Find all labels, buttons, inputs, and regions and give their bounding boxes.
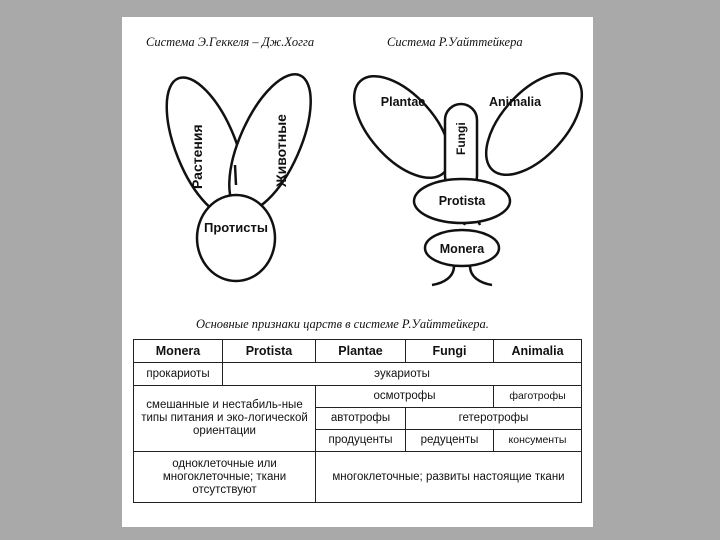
protists-circle — [197, 195, 275, 281]
whittaker-title: Система Р.Уайттейкера — [387, 35, 523, 49]
cell-osmotrophs: осмотрофы — [316, 386, 494, 408]
header-animalia: Animalia — [494, 340, 582, 363]
cell-prokaryotes: прокариоты — [134, 363, 223, 386]
cell-mixed-nutrition: смешанные и нестабиль-ные типы питания и эко-логической ориентации — [134, 386, 316, 452]
animalia-label: Animalia — [488, 95, 542, 109]
table-row — [134, 452, 582, 503]
haeckel-title: Система Э.Геккеля – Дж.Хогга — [146, 35, 315, 49]
header-monera: Monera — [134, 340, 223, 363]
table-header-row — [134, 340, 582, 363]
cell-autotrophs: автотрофы — [316, 408, 406, 430]
kingdoms-table — [133, 339, 582, 503]
header-plantae: Plantae — [316, 340, 406, 363]
plants-label: Растения — [189, 124, 205, 189]
cell-heterotrophs: гетеротрофы — [406, 408, 582, 430]
cell-consumers: консументы — [494, 430, 582, 452]
table-title: Основные признаки царств в системе Р.Уайттейкера. — [196, 317, 489, 331]
cell-phagotrophs: фаготрофы — [494, 386, 582, 408]
header-protista: Protista — [223, 340, 316, 363]
animalia-lobe — [469, 57, 593, 192]
cell-producers: продуценты — [316, 430, 406, 452]
table-row — [134, 386, 582, 408]
fungi-label: Fungi — [454, 122, 468, 155]
plantae-label: Plantae — [380, 95, 426, 109]
cell-multicellular: многоклеточные; развиты настоящие ткани — [316, 452, 582, 503]
cell-eukaryotes: эукариоты — [223, 363, 582, 386]
protista-label: Protista — [438, 194, 486, 208]
monera-label: Monera — [439, 242, 485, 256]
cell-unicellular: одноклеточные или многоклеточные; ткани отсутствуют — [134, 452, 316, 503]
table-row — [134, 363, 582, 386]
protists-label: Протисты — [204, 220, 268, 235]
cell-reducers: редуценты — [406, 430, 494, 452]
animals-label: Животные — [273, 114, 289, 187]
slide — [122, 17, 593, 527]
header-fungi: Fungi — [406, 340, 494, 363]
root — [432, 266, 492, 285]
stem-line — [235, 165, 236, 185]
